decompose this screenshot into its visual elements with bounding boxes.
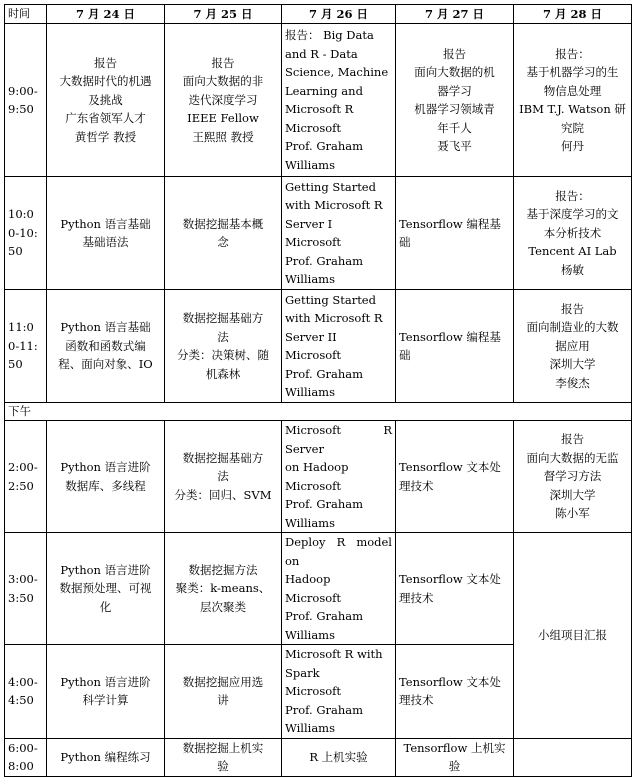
session-cell [165,177,282,290]
table-row [5,24,632,177]
session-cell [165,738,282,776]
cell-line: Getting Started [285,179,376,194]
cell-line: 理技术 [399,478,434,493]
cell-line: 深圳大学 [549,357,596,372]
cell-line: 0-10: [8,225,38,240]
cell-line: 理技术 [399,693,434,708]
cell-line: 面向大数据的机 [414,65,495,79]
cell-line: 0-11: [8,338,38,353]
cell-line: 机器学习领域青 [414,102,495,116]
cell-line: 督学习方法 [543,469,602,484]
cell-line: Server I [285,216,333,231]
day-header: 7 月 27 日 [396,5,514,24]
cell-line: 面向制造业的大数 [526,320,619,335]
cell-line: 9:00- [8,83,38,98]
cell-line: 深圳大学 [549,487,596,502]
cell-line: Hadoop [285,572,331,586]
cell-line: 9:50 [8,102,34,116]
cell-line: 函数和函数式编 [65,338,146,353]
cell-line: Python 语言进阶 [60,674,151,689]
session-cell [282,738,396,776]
cell-line: Python 语言进阶 [60,562,151,577]
table-row [5,738,632,776]
cell-line: Microsoft R with [285,647,383,661]
cell-line: 4:50 [8,693,34,708]
cell-line: Tensorflow 文本处 [399,572,501,586]
session-cell [282,421,396,533]
cell-line: 分类：决策树、随 [177,348,269,362]
session-cell [47,177,165,290]
session-cell [396,177,514,290]
session-cell [514,24,632,177]
session-cell [165,533,282,645]
cell-line: 础 [399,235,411,249]
cell-line: 面向大数据的无监 [526,450,619,465]
table-row [5,177,632,290]
session-cell [165,421,282,533]
cell-line: 年千人 [437,120,472,135]
session-cell [396,290,514,403]
cell-line: 6:00- [8,740,38,755]
cell-line: 11:0 [8,320,34,335]
session-cell [282,177,396,290]
cell-line: 李俊杰 [555,375,590,390]
cell-line: 2:00- [8,460,38,474]
session-cell [282,290,396,403]
cell-line: 聂飞平 [437,139,472,153]
cell-line: 分类：回归、SVM [174,487,272,502]
cell-line: 报告： [555,46,590,61]
cell-line: 程、面向对象、IO [58,357,153,372]
cell-line: 数据挖掘方法 [188,562,258,577]
cell-line: 面向大数据的非 [182,74,264,89]
cell-line: IBM T.J. Watson 研 [519,102,626,116]
cell-line: 10:0 [8,207,34,222]
cell-line: 报告： Big Data [285,28,374,42]
cell-line: with Microsoft R [285,198,383,212]
session-cell [165,24,282,177]
cell-line: Tensorflow 编程基 [399,216,501,231]
session-cell [47,738,165,776]
cell-line: Python 编程练习 [60,749,151,764]
cell-line: 念 [217,235,229,249]
cell-line: 器学习 [437,83,472,98]
cell-line: 广东省领军人才 [65,111,146,126]
cell-line: Microsoft [285,590,342,605]
session-cell [47,645,165,739]
cell-line: 王熙照 教授 [192,129,254,144]
cell-line: Williams [285,157,335,172]
cell-line: 法 [217,329,229,344]
time-cell [5,738,47,776]
cell-line: 本分析技术 [543,225,602,240]
cell-line: Microsoft R [285,102,354,116]
session-cell [396,645,514,739]
cell-line: 究院 [561,120,584,135]
cell-line: 何丹 [561,139,584,153]
day-header: 7 月 25 日 [165,5,282,24]
session-cell [396,533,514,645]
cell-line: with Microsoft R [285,311,383,325]
day-header: 7 月 26 日 [282,5,396,24]
cell-line: Python 语言基础 [60,320,151,335]
cell-line: 基于机器学习的生 [526,65,619,79]
cell-line: 层次聚类 [200,599,246,614]
cell-line: Prof. Graham [285,497,364,511]
cell-line: Server II [285,329,337,344]
cell-line: Spark [285,665,320,680]
cell-line: 验 [217,759,229,773]
cell-line: Microsoft [285,120,342,135]
cell-line: Williams [285,385,335,399]
cell-line: 数据挖掘基础方 [182,311,264,325]
cell-line: 及挑战 [88,92,123,107]
time-cell [5,645,47,739]
cell-line: 迭代深度学习 [188,92,258,107]
cell-line: 报告 [561,432,584,447]
cell-line: 数据库、多线程 [65,478,146,493]
cell-line: 机森林 [205,366,241,381]
session-cell [47,24,165,177]
cell-line: Williams [285,272,335,286]
cell-line: 数据挖掘应用选 [182,674,264,689]
cell-line: Williams [285,515,335,530]
cell-line: 陈小军 [555,506,590,521]
cell-line: 2:50 [8,478,34,493]
cell-line: 报告 [443,46,466,61]
cell-line: Tensorflow 编程基 [399,329,501,344]
time-cell [5,533,47,645]
cell-line: 讲 [217,693,229,708]
session-cell [396,24,514,177]
session-cell [47,421,165,533]
time-cell [5,290,47,403]
cell-line: Tensorflow 文本处 [399,460,501,474]
cell-line: 化 [99,599,112,614]
session-cell [514,290,632,403]
session-cell [396,421,514,533]
cell-line: 报告 [561,301,584,316]
cell-line: 杨敏 [561,262,584,277]
cell-line: Deploy R model on [285,535,392,568]
cell-line: 黄哲学 教授 [74,129,137,144]
cell-line: on Hadoop [285,460,349,474]
cell-line: Microsoft [285,478,342,493]
cell-line: 报告： [555,188,590,203]
cell-line: Williams [285,627,335,642]
cell-line: 8:00 [8,759,34,773]
cell-line: Learning and [285,83,363,98]
cell-line: Microsoft [285,684,342,698]
cell-line: 报告 [211,55,235,70]
session-cell [282,533,396,645]
cell-line: R 上机实验 [309,749,368,764]
time-header: 时间 [5,5,47,24]
cell-line: 础 [399,348,411,362]
table-row [5,533,632,645]
cell-line: 报告 [94,55,117,70]
cell-line: 数据挖掘基本概 [182,216,264,231]
session-cell [47,533,165,645]
cell-line: 基于深度学习的文 [526,207,619,222]
cell-line: 基础语法 [82,235,129,249]
time-cell [5,24,47,177]
cell-line: 大数据时代的机遇 [59,74,152,89]
session-cell [514,177,632,290]
day-header: 7 月 24 日 [47,5,165,24]
cell-line: Williams [285,721,335,735]
session-cell [165,290,282,403]
cell-line: Python 语言进阶 [60,460,151,474]
cell-line: 3:50 [8,590,34,605]
cell-line: Microsoft R Server [285,423,392,456]
cell-line: Tensorflow 文本处 [399,674,501,689]
session-cell [396,738,514,776]
cell-line: Science, Machine [285,65,389,79]
session-cell [165,645,282,739]
cell-line: 物信息处理 [543,83,602,98]
cell-line: Tensorflow 上机实 [403,740,506,755]
cell-line: 50 [8,357,23,372]
cell-line: Prof. Graham [285,702,364,717]
schedule-table [4,4,632,777]
cell-line: Tencent AI Lab [528,244,617,259]
header-row [5,5,632,24]
day-header: 7 月 28 日 [514,5,632,24]
cell-line: 3:00- [8,572,38,586]
session-cell [514,738,632,776]
session-cell [282,24,396,177]
cell-line: Prof. Graham [285,253,364,268]
cell-line: 法 [217,469,229,484]
cell-line: and R - Data [285,46,358,61]
cell-line: Microsoft [285,235,342,249]
cell-line: 科学计算 [82,693,129,708]
cell-line: 4:00- [8,674,38,689]
cell-line: 据应用 [555,338,590,353]
cell-line: 50 [8,244,23,259]
session-cell [47,290,165,403]
cell-line: Getting Started [285,292,376,307]
group-report-cell: 小组项目汇报 [514,533,632,739]
cell-line: 聚类：k-means、 [175,581,271,596]
time-cell [5,421,47,533]
cell-line: Python 语言基础 [60,216,151,231]
cell-line: 数据挖掘上机实 [182,740,264,755]
afternoon-label: 下午 [5,403,632,421]
cell-line: 数据挖掘基础方 [182,450,264,465]
table-row [5,421,632,533]
time-cell [5,177,47,290]
table-row [5,290,632,403]
cell-line: IEEE Fellow [187,111,259,126]
cell-line: Microsoft [285,348,342,362]
cell-line: Prof. Graham [285,366,364,381]
cell-line: 理技术 [399,590,434,605]
session-cell [514,421,632,533]
section-row [5,403,632,421]
cell-line: 数据预处理、可视 [59,581,152,596]
cell-line: Prof. Graham [285,139,364,153]
cell-line: Prof. Graham [285,609,364,623]
session-cell [282,645,396,739]
cell-line: 验 [448,759,461,773]
